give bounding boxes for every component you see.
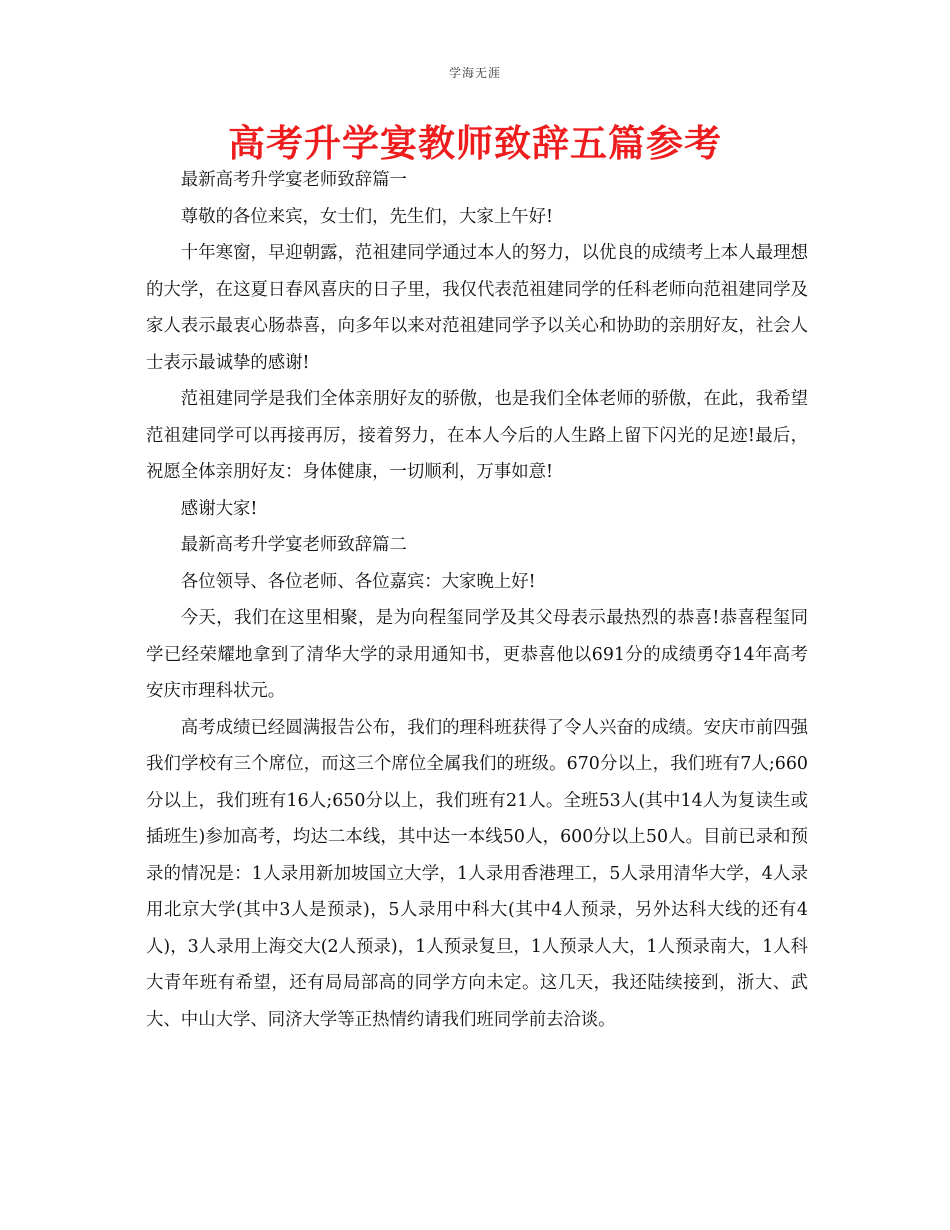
paragraph: 各位领导、各位老师、各位嘉宾：大家晚上好!: [180, 571, 536, 592]
section-heading-2: 最新高考升学宴老师致辞篇二: [180, 535, 407, 555]
paragraph: 尊敬的各位来宾，女士们，先生们，大家上午好!: [180, 206, 553, 227]
document-title: 高考升学宴教师致辞五篇参考: [228, 122, 722, 165]
paragraph: 今天，我们在这里相聚，是为向程玺同学及其父母表示最热烈的恭喜!恭喜程玺同学已经荣耀地拿到了清华大学的录用通知书，更恭喜他以691分的成绩勇夺14年高考安庆市理科状元。: [146, 608, 808, 701]
paragraph: 范祖建同学是我们全体亲朋好友的骄傲，也是我们全体老师的骄傲，在此，我希望范祖建同学可以再接再厉，接着努力，在本人今后的人生路上留下闪光的足迹!最后，祝愿全体亲朋好友：身体健康，一切顺利，万事如意!: [146, 389, 808, 482]
page-header: 学海无涯: [448, 66, 501, 80]
paragraph: 高考成绩已经圆满报告公布，我们的理科班获得了令人兴奋的成绩。安庆市前四强我们学校有三个席位，而这三个席位全属我们的班级。670分以上，我们班有7人;660分以上，我们班有16人;650分以上，我们班有21人。全班53人(其中14人为复读生或插班生)参加高考，均达二本线，其中达一本线50人，600分以上50人。目前已录和预录的情况是：1人录用新加坡国立大学，1人录用香港理工，5人录用清华大学，4人录用北京大学(其中3人是预录)，5人录用中科大(其中4人预录，另外达科大线的还有4人)，3人录用上海交大(2人预录)，1人预录复旦，1人预录人大，1人预录南大，1人科大青年班有希望，还有局局部高的同学方向未定。这几天，我还陆续接到，浙大、武大、中山大学、同济大学等正热情约请我们班同学前去洽谈。: [146, 717, 808, 1030]
paragraph: 感谢大家!: [180, 498, 258, 519]
paragraph: 十年寒窗，早迎朝露，范祖建同学通过本人的努力，以优良的成绩考上本人最理想的大学，在这夏日春风喜庆的日子里，我仅代表范祖建同学的任科老师向范祖建同学及家人表示最衷心肠恭喜，向多年以来对范祖建同学予以关心和协助的亲朋好友，社会人士表示最诚挚的感谢!: [146, 243, 808, 373]
document-body: [146, 162, 808, 1038]
section-heading-1: 最新高考升学宴老师致辞篇一: [180, 170, 407, 190]
